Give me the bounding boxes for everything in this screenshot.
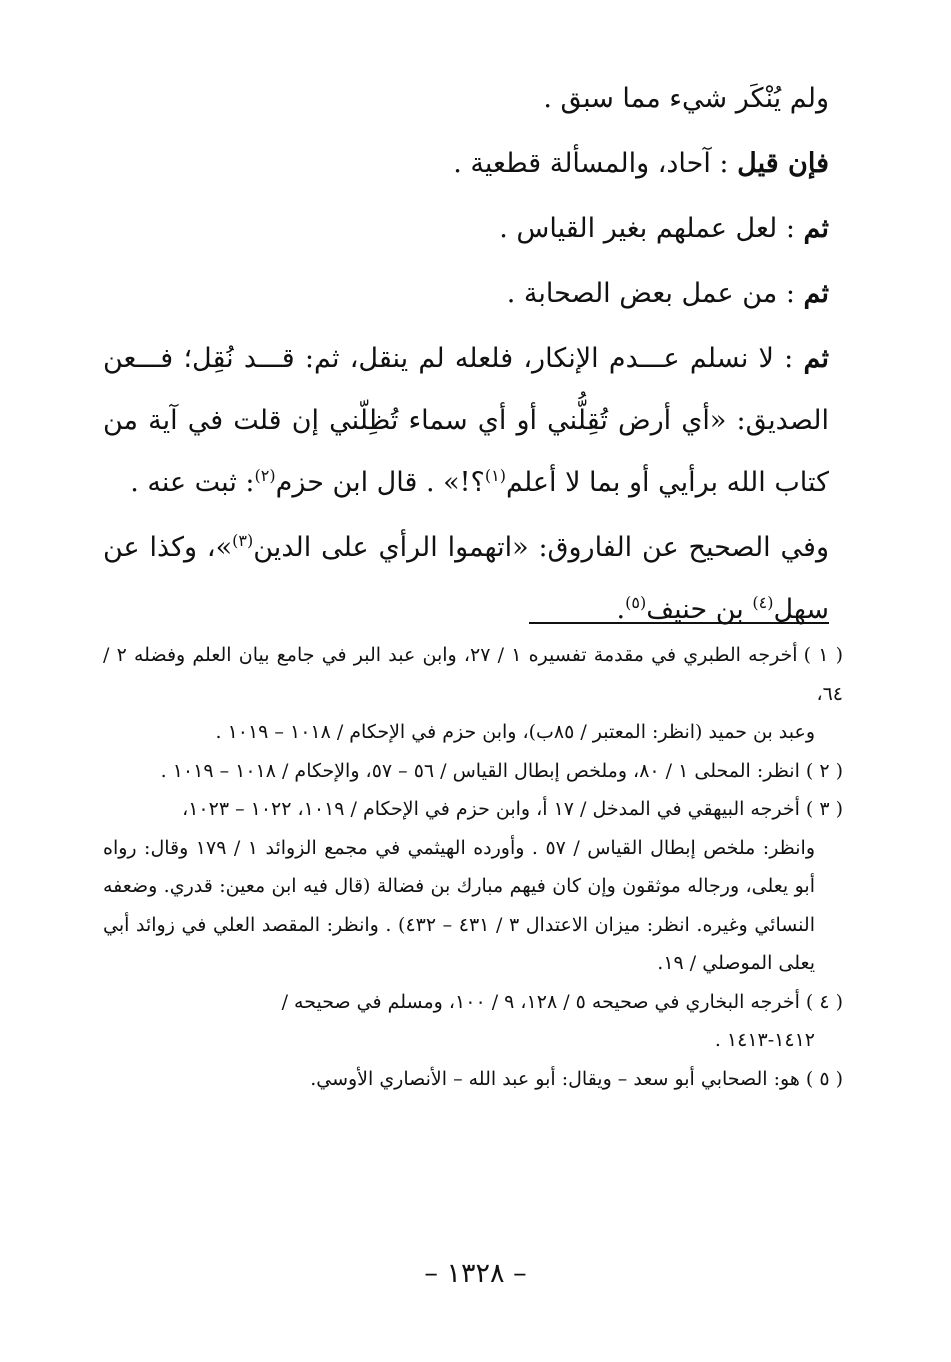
- footnote-5: ( ٥ )هو: الصحابي أبو سعد – ويقال: أبو عبد الله – الأنصاري الأوسي.: [310, 1067, 843, 1090]
- lead-word: فإن قيل: [737, 148, 829, 179]
- footnote-ref-5[interactable]: (٥): [625, 593, 647, 612]
- footnote-number: ( ١ ): [803, 644, 844, 666]
- paragraph-2: فإن قيل : آحاد، والمسألة قطعية .: [453, 148, 829, 179]
- main-text: [103, 68, 829, 641]
- paragraph-5: ثم : لا نسلم عـــدم الإنكار، فلعله لم ينقل، ثم: قـــد نُقِل؛ فـــعن الصديق: «أي أرض تُقِلُّني أو أي سماء تُظِلّني إن قلت في آية من كتاب الله برأيي أو بما لا أعلم$^{(١)}$؟!» . قال ابن حزم$^{(٢)}$: ثبت عنه .: [103, 343, 829, 498]
- footnote-number: ( ٣ ): [805, 798, 843, 820]
- lead-word: ثم: [803, 343, 829, 374]
- lead-word: ثم: [803, 213, 829, 244]
- footnote-number: ( ٢ ): [805, 759, 843, 782]
- footnote-number: ( ٥ ): [805, 1067, 843, 1090]
- footnote-ref-3[interactable]: (٣): [232, 531, 254, 550]
- paragraph-1: ولم يُنْكَر شيء مما سبق .: [543, 83, 829, 114]
- paragraph-3: ثم : لعل عملهم بغير القياس .: [499, 213, 829, 244]
- footnote-2: ( ٢ )انظر: المحلى ١ / ٨٠، وملخص إبطال القياس / ٥٦ – ٥٧، والإحكام / ١٠١٨ – ١٠١٩ .: [160, 759, 843, 782]
- footnotes: [103, 636, 843, 1098]
- footnote-3: ( ٣ )أخرجه البيهقي في المدخل / ١٧ أ، وابن حزم في الإحكام / ١٠١٩، ١٠٢٢ – ١٠٢٣، وانظر: ملخص إبطال القياس / ٥٧ . وأورده الهيثمي في مجمع الزوائد ١ / ١٧٩ وقال: رواه أبو يعلى، ورجاله موثقون وإن كان فيهم مبارك بن فضالة (قال فيه ابن معين: قدري. وضعفه النسائي وغيره. انظر: ميزان الاعتدال ٣ / ٤٣١ – ٤٣٢) . وانظر: المقصد العلي في زوائد أبي يعلى الموصلي / ١٩.: [103, 798, 843, 974]
- footnote-ref-1[interactable]: (١): [484, 466, 506, 485]
- lead-word: ثم: [803, 278, 829, 309]
- footnote-ref-4[interactable]: (٤): [752, 593, 774, 612]
- paragraph-6: وفي الصحيح عن الفاروق: «اتهموا الرأي على الدين$^{(٣)}$»، وكذا عن سهل$^{(٤)}$ بن حنيف$^{(٥)}$.: [103, 531, 829, 625]
- footnote-1: ( ١ )أخرجه الطبري في مقدمة تفسيره ١ / ٢٧، وابن عبد البر في جامع بيان العلم وفضله ٢ / ٦٤، وعبد بن حميد (انظر: المعتبر / ٨٥ب)، وابن حزم في الإحكام / ١٠١٨ – ١٠١٩ .: [103, 644, 844, 743]
- footnote-number: ( ٤ ): [805, 990, 843, 1013]
- page-number: – ١٣٢٨ –: [424, 1258, 527, 1289]
- footnote-ref-2[interactable]: (٢): [254, 466, 276, 485]
- footnote-separator: [529, 622, 829, 624]
- footnote-4: ( ٤ )أخرجه البخاري في صحيحه ٥ / ١٢٨، ٩ / ١٠٠، ومسلم في صحيحه / ١٤١٢-١٤١٣ .: [281, 990, 843, 1051]
- paragraph-4: ثم : من عمل بعض الصحابة .: [506, 278, 829, 309]
